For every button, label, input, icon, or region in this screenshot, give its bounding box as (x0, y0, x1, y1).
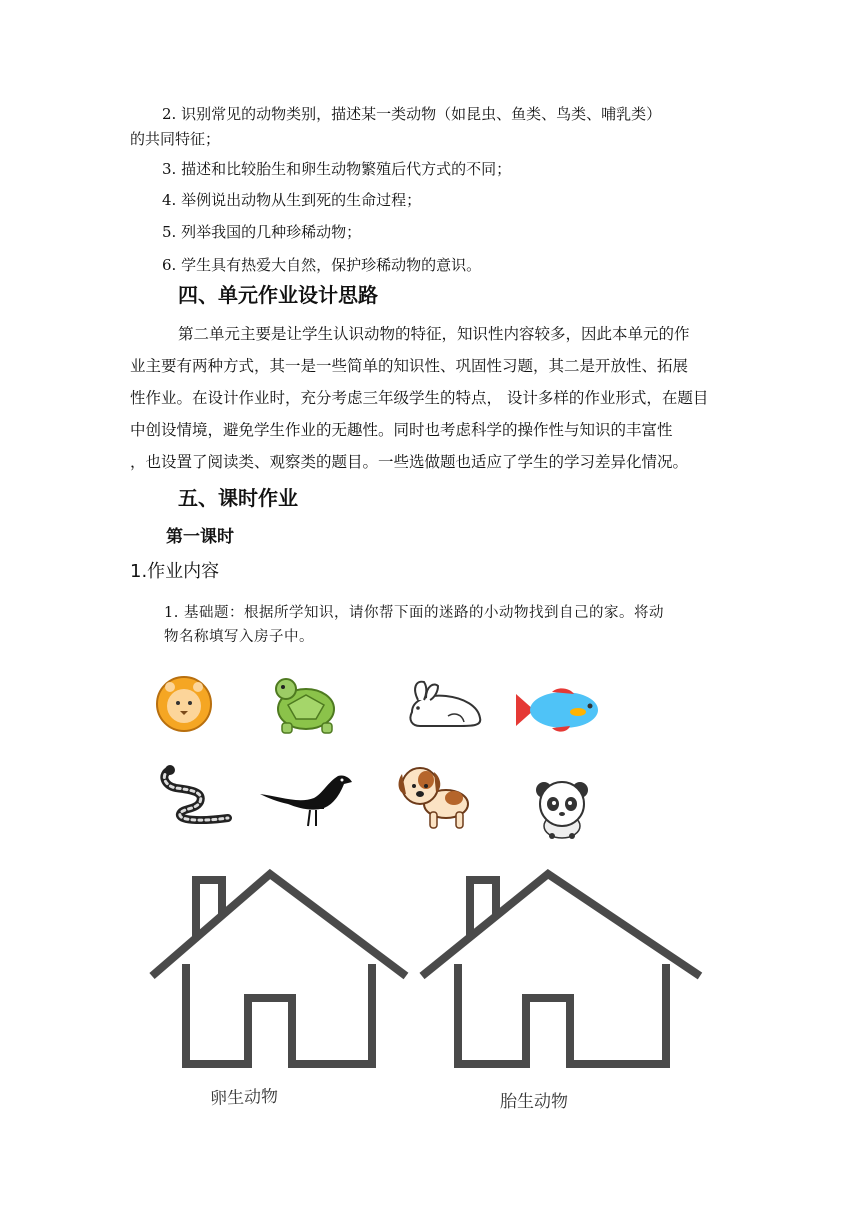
objective-2: 2. 识别常见的动物类别，描述某一类动物（如昆虫、鱼类、鸟类、哺乳类） (162, 105, 662, 123)
lesson-title: 第一课时 (166, 527, 234, 547)
bird-icon (258, 764, 354, 828)
fish-icon (512, 686, 604, 734)
rabbit-icon (398, 678, 488, 730)
snake-icon (158, 764, 234, 824)
section4-line-1: 第二单元主要是让学生认识动物的特征，知识性内容较多，因此本单元的作 (178, 325, 690, 343)
house-viviparous (418, 868, 706, 1074)
objective-2-cont: 的共同特征； (130, 130, 221, 148)
objective-3: 3. 描述和比较胎生和卵生动物繁殖后代方式的不同； (162, 160, 512, 178)
viviparous-label: 胎生动物 (500, 1092, 568, 1112)
content-label: 1.作业内容 (130, 561, 220, 582)
panda-icon (532, 778, 592, 840)
objective-5: 5. 列举我国的几种珍稀动物； (162, 223, 362, 241)
turtle-icon (270, 675, 344, 737)
section4-heading: 四、单元作业设计思路 (178, 283, 378, 307)
house-oviparous (148, 868, 412, 1074)
question-line-1: 1. 基础题：根据所学知识，请你帮下面的迷路的小动物找到自己的家。将动 (164, 605, 664, 621)
dog-icon (392, 762, 474, 830)
section4-line-3: 性作业。在设计作业时，充分考虑三年级学生的特点， 设计多样的作业形式，在题目 (130, 389, 709, 407)
section4-line-4: 中创设情境，避免学生作业的无趣性。同时也考虑科学的操作性与知识的丰富性 (130, 421, 673, 439)
objective-6: 6. 学生具有热爱大自然，保护珍稀动物的意识。 (162, 256, 482, 274)
oviparous-label: 卵生动物 (209, 1086, 279, 1110)
lion-icon (155, 673, 213, 735)
section4-line-5: ，也设置了阅读类、观察类的题目。一些选做题也适应了学生的学习差异化情况。 (130, 453, 689, 471)
objective-4: 4. 举例说出动物从生到死的生命过程； (162, 191, 422, 209)
section5-heading: 五、课时作业 (178, 486, 298, 510)
section4-line-2: 业主要有两种方式，其一是一些简单的知识性、巩固性习题，其二是开放性、拓展 (130, 357, 689, 375)
question-line-2: 物名称填写入房子中。 (164, 629, 314, 645)
